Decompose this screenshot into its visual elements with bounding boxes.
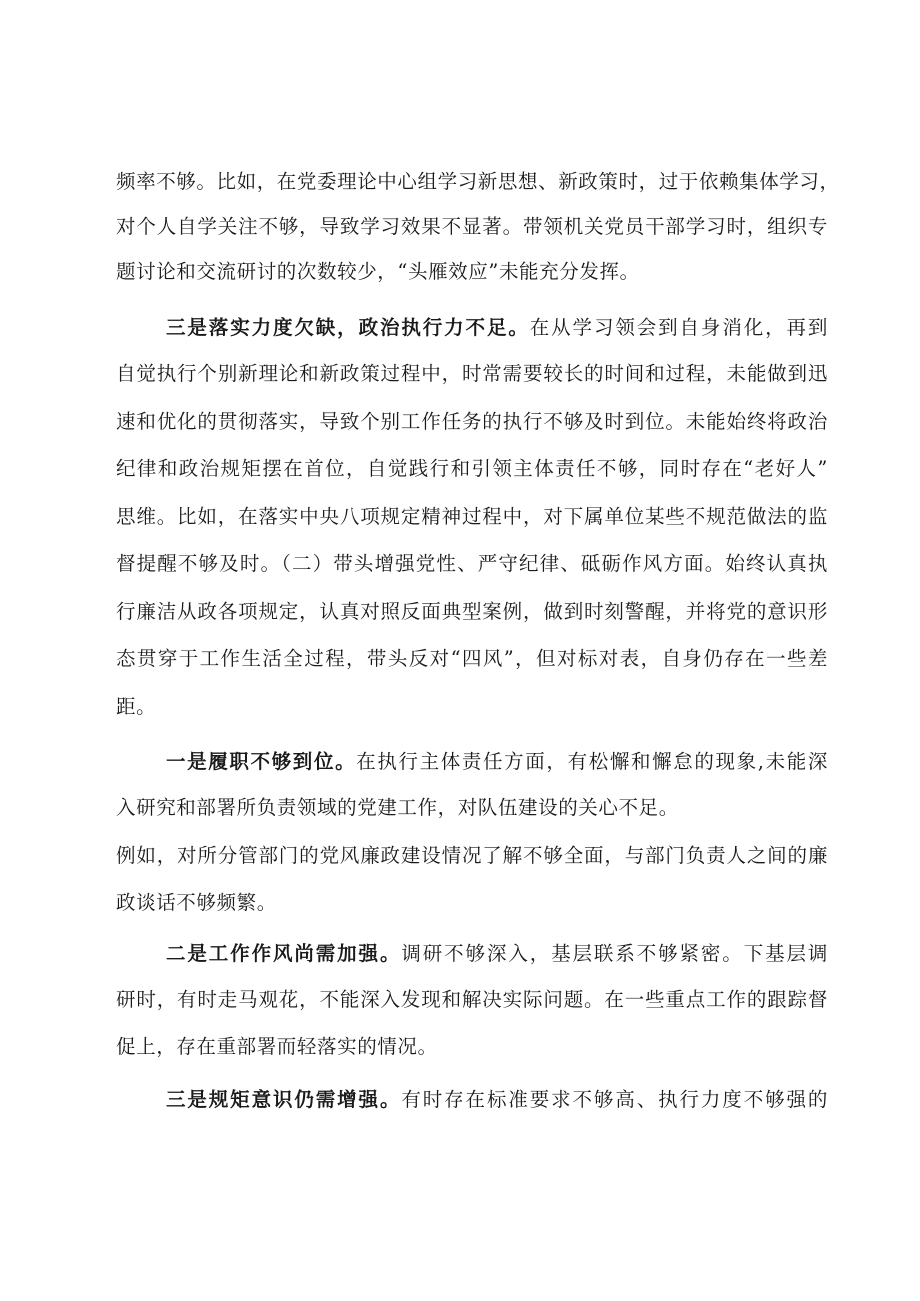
para5-heading: 二是工作作风尚需加强。 <box>166 942 402 965</box>
para2-line5: 思维。比如，在落实中央八项规定精神过程中，对下属单位某些不规范做法的监 <box>116 505 828 528</box>
para2-line7: 行廉洁从政各项规定，认真对照反面典型案例，做到时刻警醒，并将党的意识形 <box>116 600 828 623</box>
para6-line1 <box>166 1086 828 1114</box>
para5-line3: 促上，存在重部署而轻落实的情况。 <box>116 1035 438 1058</box>
para5-line2: 研时，有时走马观花，不能深入发现和解决实际问题。在一些重点工作的跟踪督 <box>116 988 828 1011</box>
para2-line1-text: 在从学习领会到自身消化，再到 <box>529 316 829 339</box>
para2-line8: 态贯穿于工作生活全过程，带头反对“四风”，但对标对表，自身仍存在一些差 <box>116 647 828 670</box>
para1-line2: 对个人自学关注不够，导致学习效果不显著。带领机关党员干部学习时，组织专 <box>116 215 828 238</box>
para4-line1: 例如，对所分管部门的党风廉政建设情况了解不够全面，与部门负责人之间的廉 <box>116 844 828 867</box>
para5-line1 <box>166 940 828 968</box>
para3-heading: 一是履职不够到位。 <box>166 750 357 773</box>
para2-line6: 督提醒不够及时。（二）带头增强党性、严守纪律、砥砺作风方面。始终认真执 <box>116 552 828 575</box>
para2-line2: 自觉执行个别新理论和新政策过程中，时常需要较长的时间和过程，未能做到迅 <box>116 362 828 385</box>
para2-line9: 距。 <box>116 695 157 718</box>
para3-line1 <box>166 748 828 776</box>
para5-line1-text: 调研不够深入，基层联系不够紧密。下基层调 <box>401 942 828 965</box>
para1-line1: 频率不够。比如，在党委理论中心组学习新思想、新政策时，过于依赖集体学习， <box>116 170 840 193</box>
para2-line1 <box>166 314 828 342</box>
para4-line2: 政谈话不够频繁。 <box>116 891 277 914</box>
para2-line4: 纪律和政治规矩摆在首位，自觉践行和引领主体责任不够，同时存在“老好人” <box>116 457 828 480</box>
para2-heading: 三是落实力度欠缺，政治执行力不足。 <box>166 316 530 339</box>
para2-line3: 速和优化的贯彻落实，导致个别工作任务的执行不够及时到位。未能始终将政治 <box>116 410 828 433</box>
para3-line2: 入研究和部署所负责领域的党建工作，对队伍建设的关心不足。 <box>116 796 679 819</box>
para6-heading: 三是规矩意识仍需增强。 <box>166 1088 402 1111</box>
para1-line3: 题讨论和交流研讨的次数较少，“头雁效应”未能充分发挥。 <box>116 260 640 283</box>
para3-line1-text: 在执行主体责任方面，有松懈和懈怠的现象,未能深 <box>356 750 828 773</box>
para6-line1-text: 有时存在标准要求不够高、执行力度不够强的 <box>401 1088 828 1111</box>
